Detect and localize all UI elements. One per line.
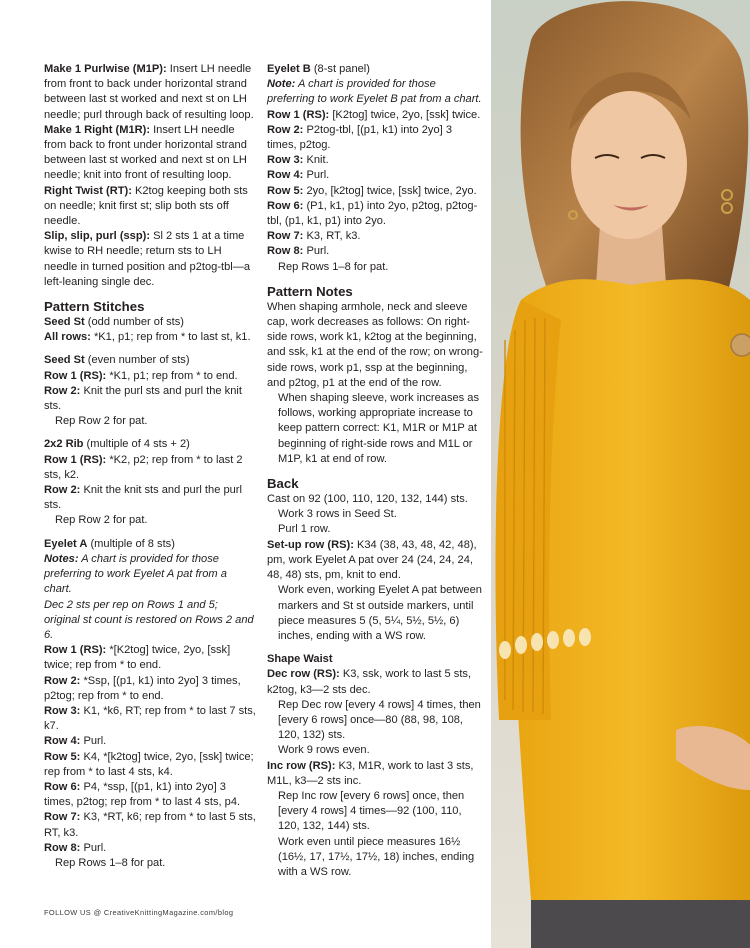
seed-odd-note: (odd number of sts) <box>84 316 184 329</box>
pattern-row-label: Row 4: <box>267 169 304 182</box>
back-heading: Back <box>267 476 299 492</box>
m1p-term: Make 1 Purlwise (M1P): <box>44 63 167 75</box>
middle-column <box>267 62 483 880</box>
pattern-row-text: [K2tog] twice, 2yo, [ssk] twice. <box>329 108 481 121</box>
seed-even-row1 <box>44 369 256 384</box>
inc-row-label: Inc row (RS): <box>267 759 336 772</box>
pattern-row <box>44 750 256 780</box>
m1r-text: Insert LH needle from back to front under horizontal strand between last st worked and next st on LH needle; knit into front of resulting loop. <box>44 123 247 182</box>
sweater-button <box>731 334 750 356</box>
pattern-row-label: Row 8: <box>267 245 304 258</box>
back-purl-row: Purl 1 row. <box>278 523 331 536</box>
pattern-row-label: Row 7: <box>267 230 304 243</box>
rib-note: (multiple of 4 sts + 2) <box>83 438 190 451</box>
rib-row1 <box>44 453 256 483</box>
pattern-row-text: Purl. <box>80 735 107 748</box>
pattern-row-text: K1, *k6, RT; rep from * to last 7 sts, k7. <box>44 704 256 733</box>
m1r-term: Make 1 Right (M1R): <box>44 123 151 136</box>
pattern-row <box>44 674 256 704</box>
seed-even-row1-text: *K1, p1; rep from * to end. <box>106 369 238 382</box>
seed-odd-title <box>44 315 256 330</box>
eyelet-a-note: (multiple of 8 sts) <box>87 537 175 550</box>
seed-even-row2 <box>44 384 256 414</box>
dec-row <box>267 667 483 697</box>
rt-text: K2tog keeping both sts on needle; knit first st; slip both sts off needle. <box>44 184 248 228</box>
pattern-row-label: Row 8: <box>44 841 81 854</box>
seed-even-title <box>44 353 256 368</box>
pattern-row <box>267 123 483 153</box>
rib-title <box>44 437 256 452</box>
pattern-row-label: Row 1 (RS): <box>267 108 330 121</box>
pattern-row-label: Row 4: <box>44 735 81 748</box>
setup-row-label: Set-up row (RS): <box>267 538 354 551</box>
pattern-row-text: *Ssp, [(p1, k1) into 2yo] 3 times, p2tog; rep from * to end. <box>44 674 241 702</box>
pattern-row-label: Row 3: <box>44 704 81 717</box>
rib-title-text: 2x2 Rib <box>44 438 84 451</box>
eyelet-a-notes-text: A chart is provided for those preferring to work Eyelet A pat from a chart. <box>44 552 227 596</box>
seed-odd-rows-text: *K1, p1; rep from * to last st, k1. <box>90 331 251 344</box>
pattern-row-text: Knit. <box>303 154 329 167</box>
eyelet-b-note: (8-st panel) <box>310 63 370 75</box>
inc-row <box>267 759 483 789</box>
model-photo <box>491 0 750 948</box>
work-9-rows: Work 9 rows even. <box>278 744 370 757</box>
pattern-row-text: Purl. <box>80 841 107 854</box>
eyelet-b-title-text: Eyelet B <box>267 63 311 75</box>
dec-rep: Rep Dec row [every 4 rows] 4 times, then [every 6 rows] once—80 (88, 98, 108, 120, 132) sts. <box>278 698 481 742</box>
pattern-row <box>44 810 256 840</box>
inc-rep: Rep Inc row [every 6 rows] once, then [every 4 rows] 4 times—92 (100, 110, 120, 132, 144) sts. <box>278 789 465 833</box>
rib-row2-label: Row 2: <box>44 484 81 497</box>
dec-row-text: K3, ssk, work to last 5 sts, k2tog, k3—2 sts dec. <box>267 668 472 696</box>
pattern-row-text: P4, *ssp, [(p1, k1) into 2yo] 3 times, p2tog; rep from * to last 4 sts, p4. <box>44 780 241 809</box>
seed-even-rep: Rep Row 2 for pat. <box>55 415 148 428</box>
rt-term: Right Twist (RT): <box>44 184 132 197</box>
rib-row1-label: Row 1 (RS): <box>44 453 107 466</box>
rt-definition <box>44 184 256 230</box>
pattern-row-label: Row 1 (RS): <box>44 644 107 657</box>
pattern-row-label: Row 6: <box>44 780 81 793</box>
m1p-text: Insert LH needle from front to back under horizontal strand between last st worked and next st on LH needle; purl through back of resulting loop. <box>44 63 254 121</box>
rib-row1-text: *K2, p2; rep from * to last 2 sts, k2. <box>44 453 243 481</box>
pattern-row-label: Row 7: <box>44 811 81 824</box>
eyelet-a-rep: Rep Rows 1–8 for pat. <box>55 856 166 869</box>
pattern-row <box>44 734 256 749</box>
pattern-row-text: Purl. <box>303 169 330 182</box>
eyelet-b-notes-label: Note: <box>267 78 296 91</box>
eyelet-b-notes <box>267 77 483 107</box>
shape-waist-heading: Shape Waist <box>267 653 333 666</box>
pattern-row-label: Row 5: <box>44 750 81 763</box>
pattern-stitches-heading: Pattern Stitches <box>44 299 145 315</box>
pattern-row-text: K3, RT, k3. <box>303 230 361 243</box>
dec-row-label: Dec row (RS): <box>267 668 340 681</box>
setup-row-text: K34 (38, 43, 48, 42, 48), pm, work Eyelet A pat over 24 (24, 24, 24, 48, 48) sts, pm, knit to end. <box>267 538 477 582</box>
eyelet-b-rows <box>267 108 483 260</box>
eyelet-b-notes-text: A chart is provided for those preferring to work Eyelet B pat from a chart. <box>267 78 482 106</box>
pattern-row <box>44 704 256 734</box>
pattern-row-text: Purl. <box>303 245 330 258</box>
eyelet-a-notes-label: Notes: <box>44 552 79 565</box>
pattern-row-text: *[K2tog] twice, 2yo, [ssk] twice; rep from * to end. <box>44 644 231 672</box>
pattern-row <box>44 643 256 673</box>
eyelet-b-title <box>267 62 483 77</box>
rib-row2 <box>44 483 256 513</box>
seed-even-row2-text: Knit the purl sts and purl the knit sts. <box>44 384 242 413</box>
rib-row2-text: Knit the knit sts and purl the purl sts. <box>44 484 242 512</box>
left-column <box>44 62 256 871</box>
pattern-row-text: (P1, k1, p1) into 2yo, p2tog, p2tog-tbl, (p1, k1, p1) into 2yo. <box>267 199 478 228</box>
setup-row <box>267 538 483 584</box>
seed-even-row2-label: Row 2: <box>44 384 81 397</box>
face <box>571 91 687 239</box>
back-seed-rows: Work 3 rows in Seed St. <box>278 508 397 521</box>
pattern-row-text: 2yo, [k2tog] twice, [ssk] twice, 2yo. <box>303 184 477 197</box>
pattern-row-text: K4, *[k2tog] twice, 2yo, [ssk] twice; rep from * to last 4 sts, k4. <box>44 750 254 778</box>
seed-odd-rows <box>44 330 256 345</box>
eyelet-a-notes2: Dec 2 sts per rep on Rows 1 and 5; original st count is restored on Rows 2 and 6. <box>44 598 254 641</box>
eyelet-a-rows <box>44 643 256 856</box>
pattern-row-label: Row 3: <box>267 154 304 167</box>
back-work-even: Work even, working Eyelet A pat between markers and St st outside markers, until piece measures 5 (5, 5¼, 5½, 5½, 6) inches, ending with a WS row. <box>278 584 482 642</box>
seed-odd-title-text: Seed St <box>44 316 85 329</box>
pattern-row-label: Row 6: <box>267 199 304 212</box>
pattern-row <box>267 184 483 199</box>
pattern-row <box>267 199 483 229</box>
eyelet-a-title-text: Eyelet A <box>44 537 88 550</box>
ssp-definition <box>44 229 256 290</box>
seed-even-note: (even number of sts) <box>84 354 190 367</box>
seed-even-title-text: Seed St <box>44 354 85 367</box>
pattern-row <box>44 841 256 856</box>
pattern-row <box>267 108 483 123</box>
pattern-row <box>267 153 483 168</box>
back-cast-on: Cast on 92 (100, 110, 120, 132, 144) sts. <box>267 493 468 506</box>
m1r-definition <box>44 123 256 184</box>
pattern-notes-heading: Pattern Notes <box>267 283 353 299</box>
pattern-row <box>267 168 483 183</box>
pattern-notes-p2: When shaping sleeve, work increases as follows, working appropriate increase to keep pattern correct: K1, M1R or M1P at beginning of right-side rows and M1L or M1P, k1 at end of row. <box>278 392 480 465</box>
pattern-notes-p1: When shaping armhole, neck and sleeve cap, work decreases as follows: On right-side rows, work k1, k2tog at the beginning, and ssk, k1 at the end of the row; on wrong-side rows, work p1, ssp at the beginning, and p2tog, p1 at the end of the row. <box>267 300 483 389</box>
ssp-text: Sl 2 sts 1 at a time kwise to RH needle; return sts to LH needle in turned position and p2tog-tbl—a left-leaning single dec. <box>44 230 250 288</box>
eyelet-b-rep: Rep Rows 1–8 for pat. <box>278 260 389 273</box>
m1p-definition <box>44 62 256 123</box>
pattern-row-label: Row 2: <box>44 674 81 687</box>
pattern-row-text: K3, *RT, k6; rep from * to last 5 sts, RT, k3. <box>44 811 256 839</box>
seed-odd-rows-label: All rows: <box>44 331 91 344</box>
pattern-row-text: P2tog-tbl, [(p1, k1) into 2yo] 3 times, p2tog. <box>267 123 452 152</box>
ssp-term: Slip, slip, purl (ssp): <box>44 230 151 243</box>
pattern-row <box>267 229 483 244</box>
inc-row-text: K3, M1R, work to last 3 sts, M1L, k3—2 sts inc. <box>267 759 474 787</box>
pattern-row <box>267 244 483 259</box>
pants <box>531 900 750 948</box>
pattern-row-label: Row 2: <box>267 123 304 136</box>
eyelet-a-notes <box>44 552 256 598</box>
work-even-final: Work even until piece measures 16½ (16½, 17, 17½, 17½, 18) inches, ending with a WS row. <box>278 835 475 878</box>
model-wearing-yellow-sweater-illustration <box>491 0 750 948</box>
pattern-row <box>44 780 256 810</box>
eyelet-a-title <box>44 537 256 552</box>
footer-follow-us[interactable]: FOLLOW US @ CreativeKnittingMagazine.com/blog <box>44 908 234 917</box>
seed-even-row1-label: Row 1 (RS): <box>44 369 107 382</box>
rib-rep: Rep Row 2 for pat. <box>55 514 148 527</box>
pattern-row-label: Row 5: <box>267 184 304 197</box>
